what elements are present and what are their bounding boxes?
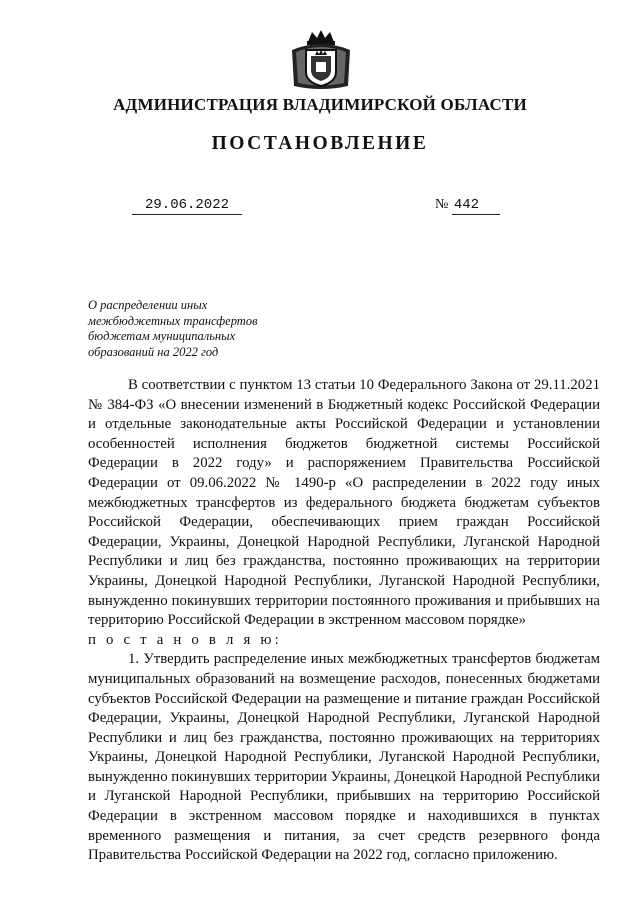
item-1-paragraph: 1. Утвердить распределение иных межбюджетных трансфертов бюджетам муниципальных образований на возмещение расходов, понесенных бюджетами субъектов Российской Федерации на размещение и питание граждан Российской Федерации, Украины, Донецкой Народной Республики, Луганской Народной Республики и лиц без гражданства, постоянно проживающих на территориях Украины, Донецкой Народной Республики, Луганской Народной Республики, вынужденно покинувших территории Украины, Донецкой Народной Республики и Луганской Народной Республики, прибывших на территорию Российской Федерации в экстренном массовом порядке и находившихся в пунктах временного размещения и питания, за счет средств резервного фонда Правительства Российской Федерации на 2022 год, согласно приложению. — [88, 651, 600, 864]
document-body — [88, 376, 600, 866]
document-subject: О распределении иных межбюджетных трансфертов бюджетам муниципальных образований на 2022 год — [88, 298, 258, 359]
document-number-field — [435, 196, 500, 215]
number-sign: № — [435, 197, 449, 212]
document-type-title: ПОСТАНОВЛЕНИЕ — [211, 133, 429, 154]
document-number: 442 — [452, 196, 500, 215]
preamble-paragraph: В соответствии с пунктом 13 статьи 10 Федерального Закона от 29.11.2021 № 384-ФЗ «О внесении изменений в Бюджетный кодекс Российской Федерации и отдельные законодательные акты Российской Федерации и установлении особенностей исполнения бюджетов бюджетной системы Российской Федерации в 2022 году» и распоряжением Правительства Российской Федерации от 09.06.2022 № 1490-р «О распределении в 2022 году иных межбюджетных трансфертов из федерального бюджета бюджетам субъектов Российской Федерации, обеспечивающих прием граждан Российской Федерации, Украины, Донецкой Народной Республики, Луганской Народной Республики и лиц без гражданства, постоянно проживающих на территории Украины, Донецкой Народной Республики, Луганской Народной Республики, вынужденно покинувших территории постоянного проживания и прибывших на территорию Российской Федерации в экстренном массовом порядке» — [88, 377, 600, 629]
document-date: 29.06.2022 — [132, 196, 242, 215]
coat-of-arms-icon — [288, 28, 354, 92]
resolve-statement: п о с т а н о в л я ю: — [88, 631, 282, 648]
organization-name: АДМИНИСТРАЦИЯ ВЛАДИМИРСКОЙ ОБЛАСТИ — [113, 95, 527, 114]
